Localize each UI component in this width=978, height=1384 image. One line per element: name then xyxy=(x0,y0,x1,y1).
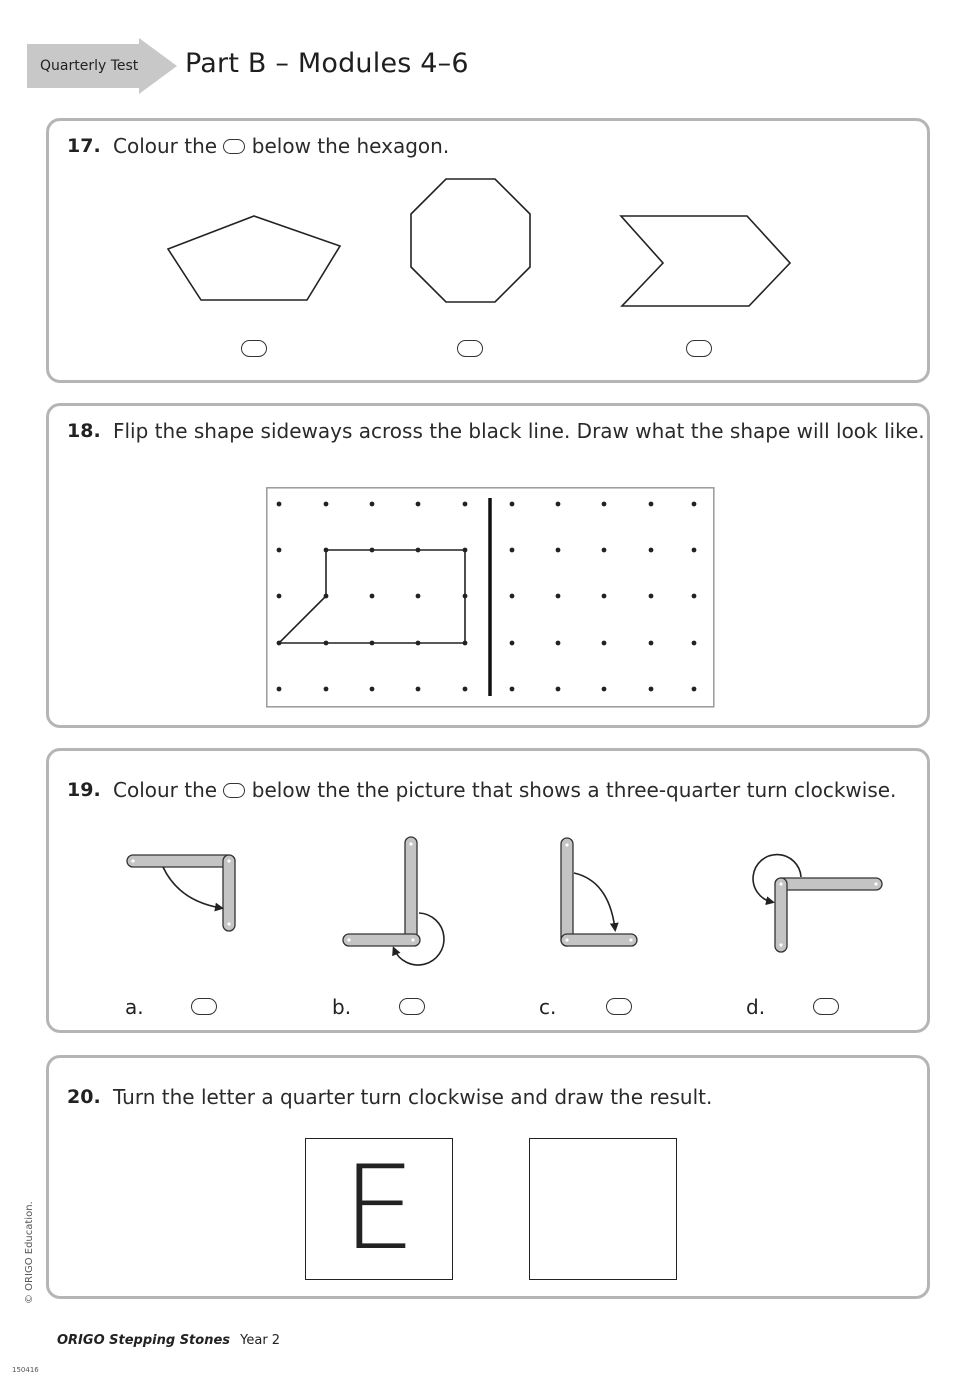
grid-dot xyxy=(556,641,561,646)
answer-oval-c[interactable] xyxy=(606,998,632,1015)
answer-oval-octagon[interactable] xyxy=(457,340,483,357)
grid-dot xyxy=(370,594,375,599)
question-number: 18. xyxy=(67,420,101,442)
grid-dot xyxy=(556,502,561,507)
question-text-after: below the hexagon. xyxy=(251,134,450,158)
grid-dot xyxy=(649,687,654,692)
grid-dot xyxy=(277,548,282,553)
turn-picture-a xyxy=(49,751,933,1036)
letter-box xyxy=(305,1138,453,1280)
grid-dot xyxy=(510,502,515,507)
grid-dot xyxy=(416,687,421,692)
question-19-panel xyxy=(46,748,930,1033)
answer-oval-b[interactable] xyxy=(399,998,425,1015)
page-title: Part B – Modules 4–6 xyxy=(185,48,469,79)
footer-brand-name: ORIGO Stepping Stones xyxy=(57,1333,231,1348)
answer-oval-a[interactable] xyxy=(191,998,217,1015)
grid-dot xyxy=(510,687,515,692)
grid-dot xyxy=(556,687,561,692)
grid-dot xyxy=(692,594,697,599)
grid-dot xyxy=(510,641,515,646)
footer-year: Year 2 xyxy=(240,1333,281,1348)
grid-dot xyxy=(463,687,468,692)
grid-dot xyxy=(277,687,282,692)
grid-dot xyxy=(277,594,282,599)
grid-dot xyxy=(602,502,607,507)
grid-dot xyxy=(649,594,654,599)
answer-oval-pentagon[interactable] xyxy=(241,340,267,357)
grid-dot xyxy=(556,548,561,553)
question-number: 20. xyxy=(67,1086,101,1108)
grid-dot xyxy=(649,502,654,507)
grid-dot xyxy=(692,641,697,646)
grid-dot xyxy=(692,502,697,507)
grid-dot xyxy=(463,502,468,507)
question-number: 17. xyxy=(67,135,101,157)
grid-dot xyxy=(510,548,515,553)
grid-dot xyxy=(324,687,329,692)
grid-dot xyxy=(692,687,697,692)
grid-dot xyxy=(277,502,282,507)
dot-grid[interactable] xyxy=(266,487,715,708)
answer-oval-chevron[interactable] xyxy=(686,340,712,357)
grid-dot xyxy=(649,641,654,646)
grid-dot xyxy=(370,687,375,692)
question-text-before: Colour the xyxy=(113,778,218,802)
grid-dot xyxy=(416,594,421,599)
question-text: Turn the letter a quarter turn clockwise and draw the result. xyxy=(113,1085,713,1109)
question-text: Flip the shape sideways across the black line. Draw what the shape will look like. xyxy=(113,419,925,443)
grid-dot xyxy=(556,594,561,599)
grid-dot xyxy=(602,687,607,692)
grid-dot xyxy=(370,502,375,507)
grid-dot xyxy=(416,502,421,507)
chevron-shape xyxy=(49,121,933,386)
grid-dot xyxy=(692,548,697,553)
question-number: 19. xyxy=(67,779,101,801)
option-label-b: b. xyxy=(332,995,352,1019)
grid-dot xyxy=(510,594,515,599)
grid-dot xyxy=(324,502,329,507)
footer-brand xyxy=(57,1333,280,1348)
grid-dot xyxy=(602,548,607,553)
grid-dot xyxy=(649,548,654,553)
question-20-panel xyxy=(46,1055,930,1299)
option-label-c: c. xyxy=(539,995,557,1019)
question-18-panel xyxy=(46,403,930,728)
question-17-panel xyxy=(46,118,930,383)
option-label-a: a. xyxy=(125,995,144,1019)
grid-dot xyxy=(602,594,607,599)
footer-code: 150416 xyxy=(12,1366,39,1374)
copyright-text: © ORIGO Education. xyxy=(24,1201,35,1304)
answer-oval-d[interactable] xyxy=(813,998,839,1015)
header-tab-label: Quarterly Test xyxy=(40,58,139,74)
grid-dot xyxy=(602,641,607,646)
option-label-d: d. xyxy=(746,995,766,1019)
letter-e: E xyxy=(342,1141,416,1276)
answer-drawing-box[interactable] xyxy=(529,1138,677,1280)
question-text-after: below the the picture that shows a three-quarter turn clockwise. xyxy=(251,778,897,802)
question-text-before: Colour the xyxy=(113,134,218,158)
